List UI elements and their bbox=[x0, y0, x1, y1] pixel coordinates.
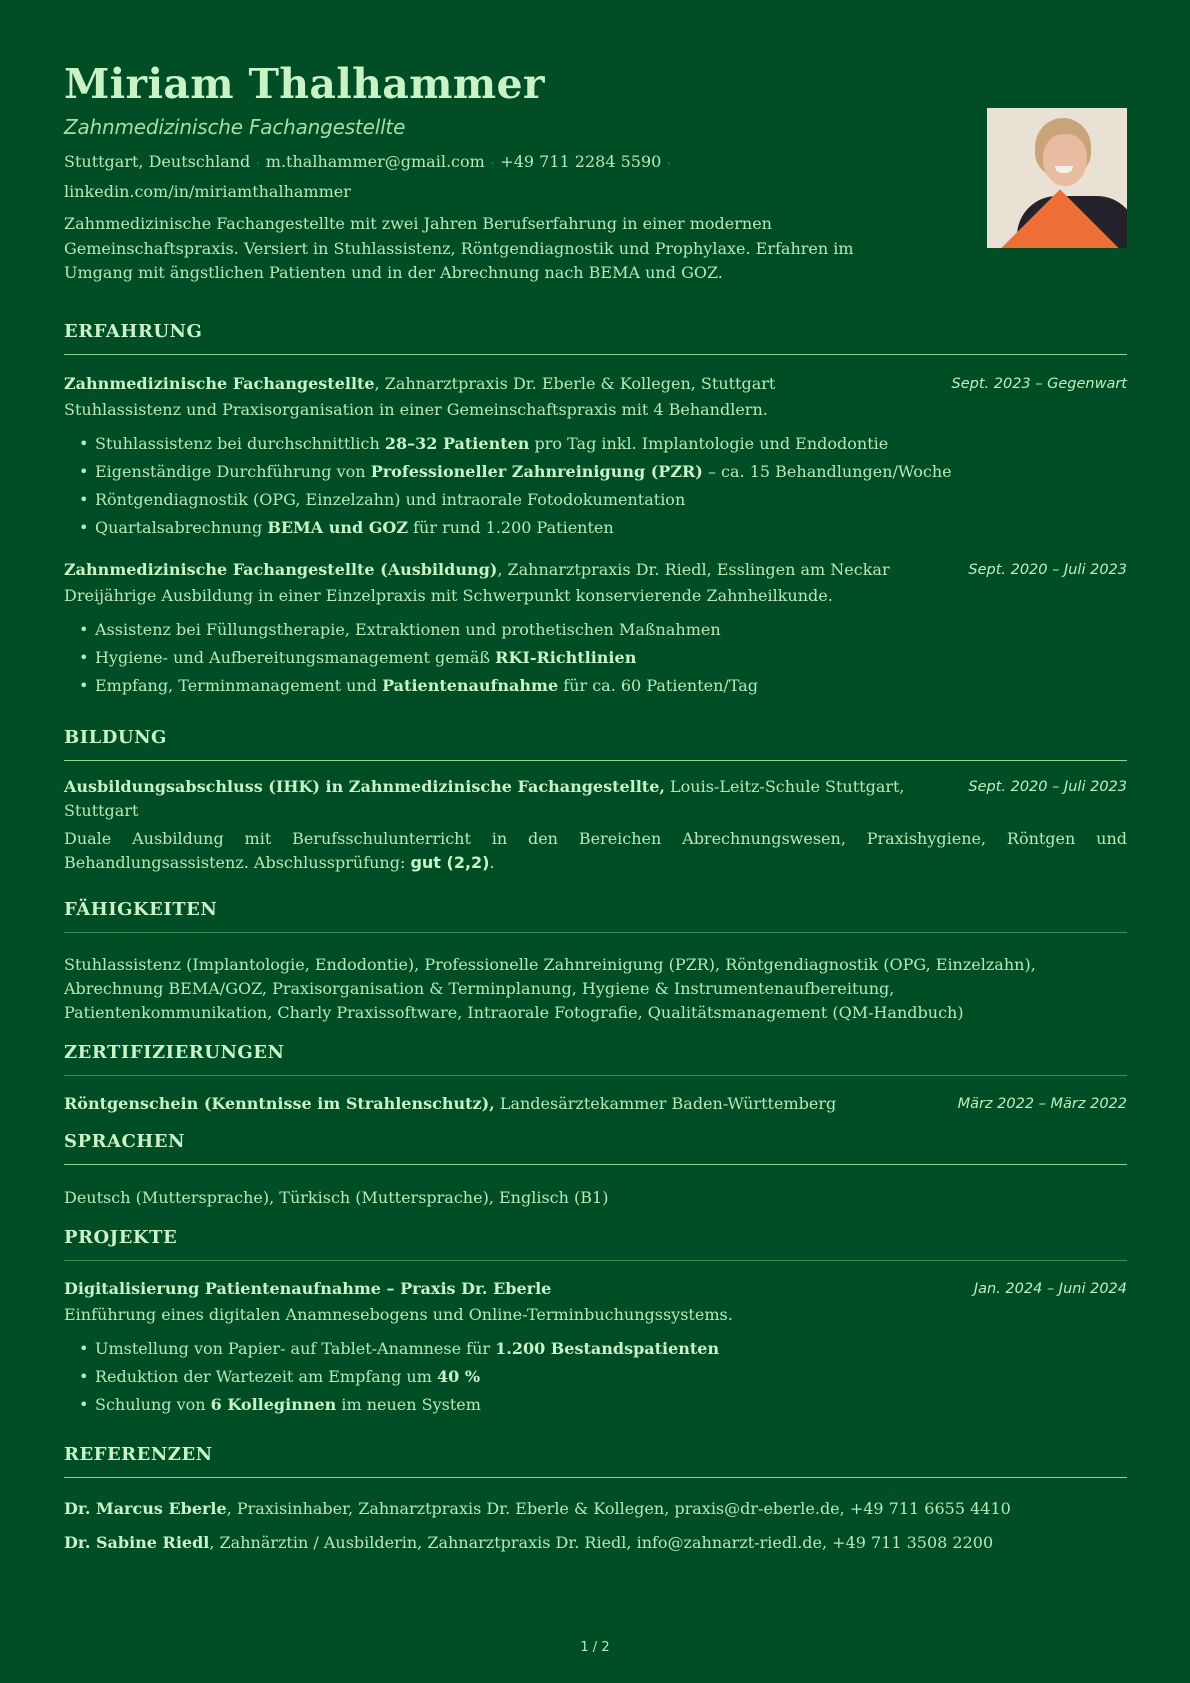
section-title: ERFAHRUNG bbox=[64, 321, 203, 342]
project-description: Einführung eines digitalen Anamnesebogens und Online-Terminbuchungssystems. bbox=[64, 1305, 733, 1324]
reference-details: , Zahnärztin / Ausbilderin, Zahnarztpraxis Dr. Riedl, info@zahnarzt-riedl.de, +49 711 3508 2200 bbox=[209, 1533, 994, 1552]
bullet-item: • Empfang, Terminmanagement und Patientenaufnahme für ca. 60 Patienten/Tag bbox=[64, 672, 1127, 700]
contact-info bbox=[64, 148, 924, 206]
section-title: BILDUNG bbox=[64, 727, 167, 748]
section-references bbox=[64, 1443, 1127, 1560]
page-number: 1 / 2 bbox=[580, 1640, 610, 1655]
section-skills bbox=[64, 898, 1127, 1025]
bullet-item: • Quartalsabrechnung BEMA und GOZ für rund 1.200 Patienten bbox=[64, 514, 1127, 542]
cert-issuer: Landesärztekammer Baden-Württemberg bbox=[494, 1094, 837, 1113]
entry-description: Stuhlassistenz und Praxisorganisation in einer Gemeinschaftspraxis mit 4 Behandlern. bbox=[64, 400, 768, 419]
section-divider bbox=[64, 1477, 1127, 1478]
certification-entry bbox=[64, 1092, 1127, 1116]
section-divider bbox=[64, 354, 1127, 355]
bullet-item: • Hygiene- und Aufbereitungsmanagement gemäß RKI-Richtlinien bbox=[64, 644, 1127, 672]
entry-role: Zahnmedizinische Fachangestellte bbox=[64, 374, 375, 393]
contact-email[interactable]: m.thalhammer@gmail.com bbox=[265, 152, 485, 171]
section-divider bbox=[64, 1164, 1127, 1165]
reference-entry bbox=[64, 1492, 1127, 1526]
profile-summary: Zahnmedizinische Fachangestellte mit zwei Jahren Berufserfahrung in einer modernen Gemeinschaftspraxis. Versiert in Stuhlassistenz, Röntgendiagnostik und Prophylaxe. Erfahren im Umgang mit ängstlichen Patienten und in der Abrechnung nach BEMA und GOZ. bbox=[64, 214, 854, 282]
section-languages bbox=[64, 1130, 1127, 1212]
section-divider bbox=[64, 1260, 1127, 1261]
entry-role: Zahnmedizinische Fachangestellte (Ausbildung) bbox=[64, 560, 498, 579]
entry-header bbox=[64, 372, 1127, 396]
section-divider bbox=[64, 932, 1127, 933]
entry-org: , Zahnarztpraxis Dr. Riedl, Esslingen am Neckar bbox=[497, 560, 890, 579]
section-divider bbox=[64, 1075, 1127, 1076]
section-title: REFERENZEN bbox=[64, 1444, 213, 1465]
profile-photo bbox=[987, 108, 1127, 248]
project-entry bbox=[64, 1277, 1127, 1419]
languages-list: Deutsch (Muttersprache), Türkisch (Muttersprache), Englisch (B1) bbox=[64, 1188, 609, 1207]
section-title: FÄHIGKEITEN bbox=[64, 899, 218, 920]
section-divider bbox=[64, 760, 1127, 761]
entry-bullets bbox=[64, 616, 1127, 700]
bullet-item: • Umstellung von Papier- auf Tablet-Anamnese für 1.200 Bestandspatienten bbox=[64, 1335, 1127, 1363]
reference-name: Dr. Sabine Riedl bbox=[64, 1533, 210, 1552]
bullet-item: • Assistenz bei Füllungstherapie, Extraktionen und prothetischen Maßnahmen bbox=[64, 616, 1127, 644]
entry-org: , Zahnarztpraxis Dr. Eberle & Kollegen, Stuttgart bbox=[374, 374, 776, 393]
contact-location: Stuttgart, Deutschland bbox=[64, 152, 251, 171]
section-experience bbox=[64, 320, 1127, 700]
entry-description: Duale Ausbildung mit Berufsschulunterricht in den Bereichen Abrechnungswesen, Praxishygiene, Röntgen und Behandlungsassistenz. Abschlussprüfung: gut (2,2). bbox=[64, 829, 1127, 872]
section-title: SPRACHEN bbox=[64, 1131, 185, 1152]
candidate-name: Miriam Thalhammer bbox=[64, 60, 545, 108]
entry-date: März 2022 – März 2022 bbox=[957, 1096, 1127, 1112]
references-list bbox=[64, 1492, 1127, 1560]
separator: · bbox=[490, 157, 495, 170]
entry-header bbox=[64, 1277, 1127, 1301]
bullet-item: • Schulung von 6 Kolleginnen im neuen System bbox=[64, 1391, 1127, 1419]
section-education bbox=[64, 726, 1127, 875]
reference-details: , Praxisinhaber, Zahnarztpraxis Dr. Eberle & Kollegen, praxis@dr-eberle.de, +49 711 6655 4410 bbox=[226, 1499, 1011, 1518]
bullet-item: • Reduktion der Wartezeit am Empfang um 40 % bbox=[64, 1363, 1127, 1391]
section-projects bbox=[64, 1226, 1127, 1419]
bullet-item: • Eigenständige Durchführung von Professioneller Zahnreinigung (PZR) – ca. 15 Behandlungen/Woche bbox=[64, 458, 1127, 486]
entry-description: Dreijährige Ausbildung in einer Einzelpraxis mit Schwerpunkt konservierende Zahnheilkunde. bbox=[64, 586, 833, 605]
contact-linkedin[interactable]: linkedin.com/in/miriamthalhammer bbox=[64, 182, 351, 201]
bullet-item: • Stuhlassistenz bei durchschnittlich 28–32 Patienten pro Tag inkl. Implantologie und Endodontie bbox=[64, 430, 1127, 458]
separator: · bbox=[667, 157, 671, 170]
reference-entry bbox=[64, 1526, 1127, 1560]
reference-name: Dr. Marcus Eberle bbox=[64, 1499, 227, 1518]
entry-bullets bbox=[64, 430, 1127, 542]
section-title: ZERTIFIZIERUNGEN bbox=[64, 1042, 285, 1063]
separator: · bbox=[256, 157, 260, 170]
skills-list: Stuhlassistenz (Implantologie, Endodontie), Professionelle Zahnreinigung (PZR), Röntgendiagnostik (OPG, Einzelzahn), Abrechnung BEMA/GOZ, Praxisorganisation & Terminplanung, Hygiene & Instrumentenaufbereitung, Patientenkommunikation, Charly Praxissoftware, Intraorale Fotografie, Qualitätsmanagement (QM-Handbuch) bbox=[64, 955, 1036, 1022]
entry-date: Jan. 2024 – Juni 2024 bbox=[973, 1281, 1127, 1297]
job-title: Zahnmedizinische Fachangestellte bbox=[64, 115, 406, 139]
entry-degree: Ausbildungsabschluss (IHK) in Zahnmedizinische Fachangestellte, bbox=[64, 777, 665, 796]
cert-name: Röntgenschein (Kenntnisse im Strahlenschutz), bbox=[64, 1094, 495, 1113]
entry-date: Sept. 2020 – Juli 2023 bbox=[968, 562, 1127, 578]
photo-face bbox=[1043, 134, 1087, 186]
education-entry bbox=[64, 775, 1127, 875]
project-bullets bbox=[64, 1335, 1127, 1419]
experience-entry bbox=[64, 558, 1127, 700]
experience-entry bbox=[64, 372, 1127, 542]
section-certifications bbox=[64, 1041, 1127, 1116]
entry-header bbox=[64, 775, 1127, 823]
entry-date: Sept. 2020 – Juli 2023 bbox=[968, 779, 1127, 795]
bullet-item: • Röntgendiagnostik (OPG, Einzelzahn) und intraorale Fotodokumentation bbox=[64, 486, 1127, 514]
entry-date: Sept. 2023 – Gegenwart bbox=[951, 376, 1127, 392]
section-title: PROJEKTE bbox=[64, 1227, 178, 1248]
project-name: Digitalisierung Patientenaufnahme – Praxis Dr. Eberle bbox=[64, 1279, 552, 1298]
entry-school: Louis-Leitz-Schule Stuttgart, Stuttgart bbox=[64, 777, 905, 820]
contact-phone[interactable]: +49 711 2284 5590 bbox=[500, 152, 662, 171]
entry-header bbox=[64, 558, 1127, 582]
